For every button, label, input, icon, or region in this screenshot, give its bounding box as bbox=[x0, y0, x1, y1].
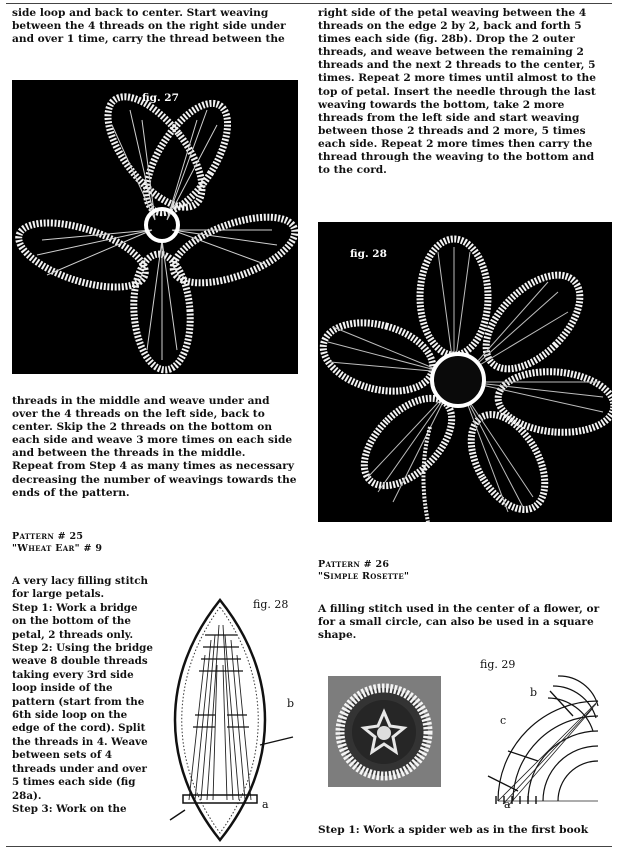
fig-28-lace-flower-photo bbox=[318, 222, 612, 522]
pattern-25-body: A very lacy filling stitch for large petals. Step 1: Work a bridge on the bottom of the petal, 2 threads only. Step 2: Using the bridge weave 8 double threads taking every 3rd side loop inside of the pattern (start from the 6th side loop on the edge of the cord). Split the threads in 4. Weave between sets of 4 threads under and over 5 times each side (fig 28a). Step 3: Work on the bbox=[12, 575, 153, 815]
fig-27-lace-flower-photo bbox=[12, 80, 298, 374]
top-rule bbox=[6, 3, 612, 4]
pattern-25-number: Pattern # 25 bbox=[12, 531, 84, 542]
fig-29-label-c: c bbox=[500, 714, 507, 727]
pattern-25-name: "Wheat Ear" # 9 bbox=[12, 543, 103, 554]
fig-28-leaf-diagram bbox=[165, 595, 310, 845]
fig-28-flower-graphic bbox=[318, 222, 612, 522]
pattern-25-heading bbox=[12, 531, 102, 555]
pattern-26-number: Pattern # 26 bbox=[318, 559, 390, 570]
bottom-rule bbox=[6, 846, 612, 847]
fig-28-leaf-graphic bbox=[165, 595, 310, 845]
rosette-photo bbox=[328, 676, 441, 787]
pattern-26-step-1: Step 1: Work a spider web as in the first book bbox=[318, 824, 589, 836]
fig-28-diagram-label: fig. 28 bbox=[253, 598, 289, 611]
fig-28-label-b: b bbox=[287, 697, 295, 710]
pattern-26-name: "Simple Rosette" bbox=[318, 571, 410, 582]
pattern-26-body: A filling stitch used in the center of a flower, or for a small circle, can also be used in a square shape. bbox=[318, 603, 600, 642]
fig-29-label-a: a bbox=[504, 798, 511, 811]
fig-27-label: fig. 27 bbox=[142, 92, 179, 104]
fig-28-photo-label: fig. 28 bbox=[350, 248, 387, 260]
pattern-26-heading bbox=[318, 559, 409, 583]
fig-27-flower-graphic bbox=[12, 80, 298, 374]
fig-29-graphic bbox=[478, 656, 612, 816]
rosette-graphic bbox=[328, 676, 441, 787]
left-column-top-text: side loop and back to center. Start weaving between the 4 threads on the right side under and over 1 time, carry the thread between the bbox=[12, 7, 286, 46]
fig-28-label-a: a bbox=[262, 798, 269, 811]
fig-29-label-b: b bbox=[530, 686, 538, 699]
fig-29-label: fig. 29 bbox=[480, 658, 516, 671]
left-column-middle-text: threads in the middle and weave under and over the 4 threads on the left side, back to center. Skip the 2 threads on the bottom on each side and weave 3 more times on each side and between the threads in the middle. Repeat from Step 4 as many times as necessary decreasing the number of weavings towards the ends of the pattern. bbox=[12, 395, 297, 499]
right-column-top-text: right side of the petal weaving between the 4 threads on the edge 2 by 2, back and forth 5 times each side (fig. 28b). Drop the 2 outer threads, and weave between the remaining 2 threads and the next 2 threads to the center, 5 times. Repeat 2 more times until almost to the top of petal. Insert the needle through the last weaving towards the bottom, take 2 more threads from the left side and start weaving between those 2 threads and 2 more, 5 times each side. Repeat 2 more times then carry the thread through the weaving to the bottom and to the cord. bbox=[318, 7, 596, 177]
fig-29-diagram bbox=[478, 656, 612, 816]
